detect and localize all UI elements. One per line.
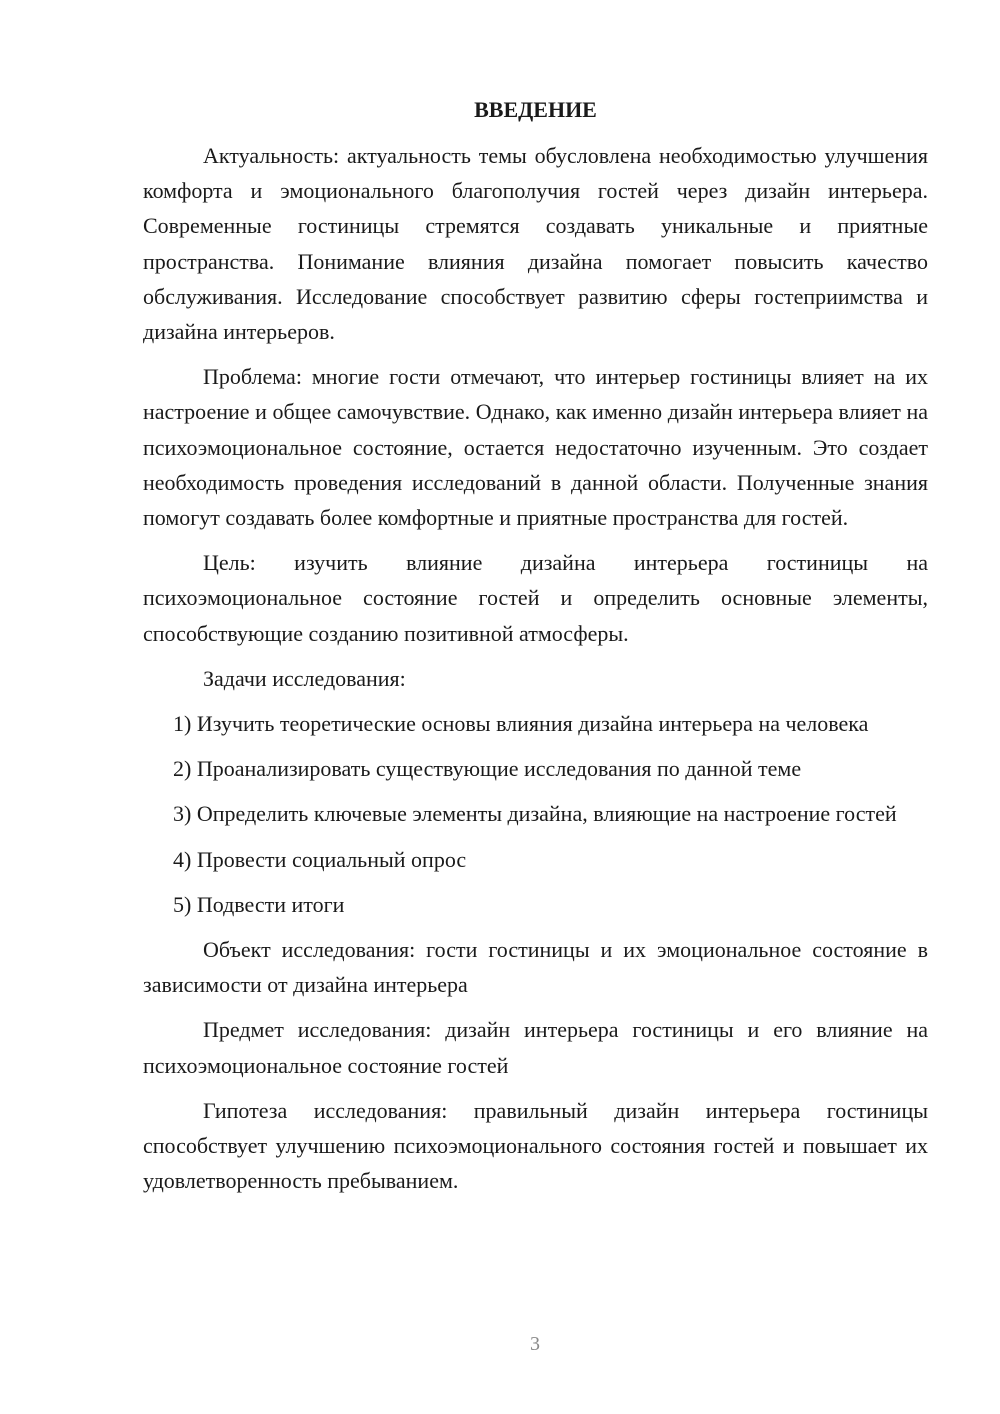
object-paragraph: Объект исследования: гости гостиницы и их эмоциональное состояние в зависимости от дизайна интерьера bbox=[143, 937, 928, 998]
task-item: 2) Проанализировать существующие исследования по данной теме bbox=[173, 756, 802, 782]
task-item: 3) Определить ключевые элементы дизайна, влияющие на настроение гостей bbox=[173, 801, 897, 827]
relevance-paragraph: Актуальность: актуальность темы обусловлена необходимостью улучшения комфорта и эмоционального благополучия гостей через дизайн интерьера. Современные гостиницы стремятся создавать уникальные и приятные пространства. Понимание влияния дизайна помогает повысить качество обслуживания. Исследование способствует развитию сферы гостеприимства и дизайна интерьеров. bbox=[143, 143, 928, 345]
tasks-heading: Задачи исследования: bbox=[203, 665, 406, 691]
subject-paragraph: Предмет исследования: дизайн интерьера гостиницы и его влияние на психоэмоциональное состояние гостей bbox=[143, 1017, 928, 1078]
page-title: ВВЕДЕНИЕ bbox=[474, 97, 597, 122]
task-item: 4) Провести социальный опрос bbox=[173, 846, 467, 872]
goal-paragraph: Цель: изучить влияние дизайна интерьера гостиницы на психоэмоциональное состояние гостей и определить основные элементы, способствующие созданию позитивной атмосферы. bbox=[143, 550, 928, 646]
task-item: 1) Изучить теоретические основы влияния дизайна интерьера на человека bbox=[173, 711, 869, 737]
task-item: 5) Подвести итоги bbox=[173, 891, 345, 917]
hypothesis-paragraph: Гипотеза исследования: правильный дизайн интерьера гостиницы способствует улучшению психоэмоционального состояния гостей и повышает их удовлетворенность пребыванием. bbox=[143, 1097, 928, 1194]
page-number: 3 bbox=[530, 1333, 540, 1355]
problem-paragraph: Проблема: многие гости отмечают, что интерьер гостиницы влияет на их настроение и общее самочувствие. Однако, как именно дизайн интерьера влияет на психоэмоциональное состояние, остается недостаточно изученным. Это создает необходимость проведения исследований в данной области. Полученные знания помогут создавать более комфортные и приятные пространства для гостей. bbox=[143, 364, 928, 531]
document-page bbox=[143, 94, 928, 1208]
